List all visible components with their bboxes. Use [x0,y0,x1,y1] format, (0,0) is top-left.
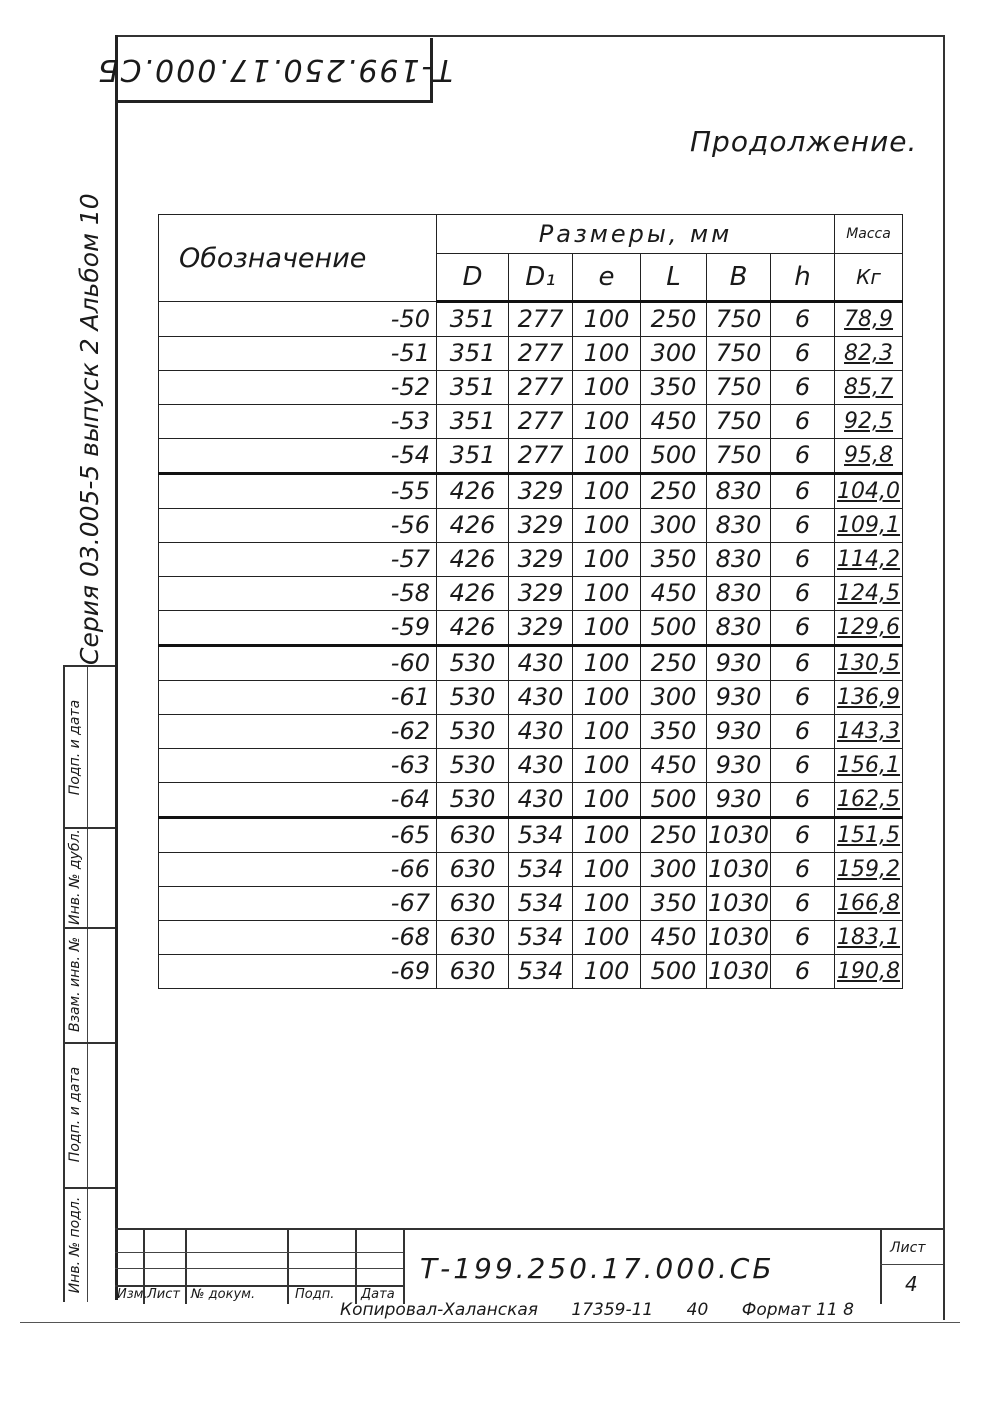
cell-l: 450 [641,749,707,783]
table-row [159,818,903,853]
cell-b: 830 [707,543,771,577]
table-row [159,681,903,715]
cell-mass: 109,1 [835,509,903,543]
cell-d1: 534 [509,853,573,887]
table-row [159,715,903,749]
header-designation: Обозначение [159,215,437,302]
cell-e: 100 [573,371,641,405]
header-col-d1: D₁ [509,254,573,302]
cell-d: 426 [437,509,509,543]
header-sizes-group: Размеры, мм [437,215,835,254]
cell-d1: 430 [509,783,573,818]
cell-name: -64 [159,783,437,818]
cell-b: 750 [707,302,771,337]
table-row [159,405,903,439]
table-row [159,749,903,783]
cell-e: 100 [573,337,641,371]
corner-doc-number-box [95,38,453,103]
cell-name: -52 [159,371,437,405]
cell-d: 630 [437,887,509,921]
cell-l: 500 [641,611,707,646]
cell-b: 1030 [707,818,771,853]
cell-name: -59 [159,611,437,646]
header-mass: Масса [835,215,903,254]
cell-e: 100 [573,921,641,955]
cell-h: 6 [771,405,835,439]
cell-d: 630 [437,955,509,989]
cell-d1: 534 [509,887,573,921]
header-col-l: L [641,254,707,302]
cell-mass: 130,5 [835,646,903,681]
table-row [159,887,903,921]
cell-d1: 277 [509,371,573,405]
table-row [159,474,903,509]
cell-mass: 92,5 [835,405,903,439]
cell-l: 250 [641,474,707,509]
cell-d1: 329 [509,474,573,509]
table-row [159,371,903,405]
continuation-label: Продолжение. [690,125,918,158]
footer-copied: Копировал-Халанская [340,1300,538,1320]
cell-b: 750 [707,337,771,371]
corner-doc-number: Т-199.250.17.000.СБ [95,51,453,87]
cell-e: 100 [573,715,641,749]
cell-d1: 430 [509,646,573,681]
cell-d: 530 [437,715,509,749]
cell-name: -56 [159,509,437,543]
tb-cell [880,1230,882,1304]
cell-b: 830 [707,577,771,611]
cell-name: -61 [159,681,437,715]
cell-l: 350 [641,371,707,405]
tb-sheet-number: 4 [905,1272,918,1296]
stamp-label-podp-data-2: Подп. и дата [67,1066,83,1163]
cell-e: 100 [573,509,641,543]
cell-d1: 329 [509,577,573,611]
cell-mass: 159,2 [835,853,903,887]
tb-doc-code: Т-199.250.17.000.СБ [420,1252,775,1285]
cell-name: -62 [159,715,437,749]
cell-e: 100 [573,611,641,646]
header-col-b: B [707,254,771,302]
cell-h: 6 [771,887,835,921]
table-row [159,853,903,887]
cell-d1: 329 [509,543,573,577]
cell-e: 100 [573,681,641,715]
cell-name: -65 [159,818,437,853]
tb-label-list: Лист [147,1287,180,1302]
tb-label-izm: Изм. [117,1287,148,1302]
cell-e: 100 [573,818,641,853]
cell-h: 6 [771,715,835,749]
stamp-divider [87,667,88,1302]
cell-mass: 104,0 [835,474,903,509]
tb-sheet-label: Лист [890,1240,926,1256]
table-row [159,439,903,474]
cell-l: 250 [641,646,707,681]
cell-e: 100 [573,405,641,439]
cell-name: -55 [159,474,437,509]
cell-b: 930 [707,783,771,818]
table-row [159,509,903,543]
cell-h: 6 [771,681,835,715]
cell-d: 426 [437,611,509,646]
cell-b: 750 [707,405,771,439]
cell-b: 830 [707,474,771,509]
cell-l: 500 [641,783,707,818]
cell-h: 6 [771,302,835,337]
tb-label-sign: Подп. [295,1287,335,1302]
table-row [159,577,903,611]
cell-h: 6 [771,955,835,989]
cell-h: 6 [771,646,835,681]
cell-d1: 430 [509,715,573,749]
cell-h: 6 [771,853,835,887]
cell-d1: 430 [509,749,573,783]
cell-b: 830 [707,509,771,543]
cell-mass: 136,9 [835,681,903,715]
cell-l: 350 [641,887,707,921]
cell-l: 300 [641,853,707,887]
cell-e: 100 [573,646,641,681]
cell-name: -69 [159,955,437,989]
header-col-d: D [437,254,509,302]
cell-d1: 430 [509,681,573,715]
cell-h: 6 [771,509,835,543]
cell-e: 100 [573,474,641,509]
tb-hline [880,1264,943,1265]
cell-e: 100 [573,955,641,989]
tb-label-doc-num: № докум. [191,1287,256,1302]
cell-b: 930 [707,681,771,715]
cell-h: 6 [771,371,835,405]
cell-d: 530 [437,681,509,715]
cell-d1: 329 [509,509,573,543]
cell-b: 750 [707,439,771,474]
cell-b: 1030 [707,921,771,955]
table-row [159,302,903,337]
tb-hline [115,1268,403,1269]
table-row [159,921,903,955]
stamp-line [65,1187,115,1189]
cell-l: 350 [641,543,707,577]
cell-mass: 143,3 [835,715,903,749]
series-label: Серия 03.005-5 выпуск 2 Альбом 10 [75,193,104,665]
cell-b: 1030 [707,955,771,989]
cell-d: 426 [437,577,509,611]
footer [340,1300,882,1320]
footer-format: Формат 11 8 [741,1300,854,1320]
cell-l: 300 [641,337,707,371]
cell-d1: 534 [509,921,573,955]
table-row [159,783,903,818]
table-row [159,611,903,646]
cell-e: 100 [573,853,641,887]
cell-name: -57 [159,543,437,577]
cell-l: 500 [641,955,707,989]
tb-hline [115,1252,403,1253]
cell-name: -51 [159,337,437,371]
cell-h: 6 [771,543,835,577]
cell-mass: 151,5 [835,818,903,853]
cell-h: 6 [771,749,835,783]
stamp-label-vzam-inv: Взам. инв. № [67,936,83,1033]
cell-b: 1030 [707,887,771,921]
header-col-e: e [573,254,641,302]
stamp-label-podp-data: Подп. и дата [67,699,83,796]
cell-mass: 78,9 [835,302,903,337]
cell-mass: 162,5 [835,783,903,818]
footer-num: 40 [686,1300,709,1320]
cell-d1: 534 [509,955,573,989]
dimensions-table [158,214,903,989]
table-row [159,543,903,577]
cell-e: 100 [573,439,641,474]
cell-name: -58 [159,577,437,611]
frame-right-line [943,35,945,1320]
stamp-label-inv-dubl: Инв. № дубл. [67,829,83,925]
cell-b: 930 [707,646,771,681]
cell-h: 6 [771,783,835,818]
left-stamp-column [63,665,115,1302]
cell-d: 351 [437,337,509,371]
header-col-h: h [771,254,835,302]
title-block [115,1228,943,1304]
cell-l: 450 [641,405,707,439]
cell-d: 630 [437,921,509,955]
cell-e: 100 [573,783,641,818]
cell-e: 100 [573,577,641,611]
cell-h: 6 [771,818,835,853]
cell-d1: 277 [509,302,573,337]
cell-mass: 95,8 [835,439,903,474]
cell-b: 750 [707,371,771,405]
tb-label-date: Дата [361,1287,395,1302]
cell-b: 930 [707,749,771,783]
cell-l: 350 [641,715,707,749]
cell-mass: 85,7 [835,371,903,405]
cell-name: -63 [159,749,437,783]
cell-mass: 156,1 [835,749,903,783]
cell-h: 6 [771,921,835,955]
cell-l: 450 [641,921,707,955]
cell-d1: 329 [509,611,573,646]
footer-order: 17359-11 [571,1300,654,1320]
cell-h: 6 [771,439,835,474]
cell-l: 250 [641,818,707,853]
cell-l: 250 [641,302,707,337]
cell-l: 500 [641,439,707,474]
cell-h: 6 [771,611,835,646]
cell-name: -54 [159,439,437,474]
table-row [159,646,903,681]
cell-name: -53 [159,405,437,439]
cell-mass: 183,1 [835,921,903,955]
cell-d: 530 [437,783,509,818]
cell-e: 100 [573,543,641,577]
cell-mass: 190,8 [835,955,903,989]
cell-e: 100 [573,749,641,783]
cell-e: 100 [573,887,641,921]
table-row [159,955,903,989]
cell-d: 630 [437,818,509,853]
cell-name: -66 [159,853,437,887]
cell-d: 630 [437,853,509,887]
cell-e: 100 [573,302,641,337]
cell-b: 830 [707,611,771,646]
frame-bottom-line [20,1322,960,1323]
cell-d1: 277 [509,439,573,474]
cell-d1: 534 [509,818,573,853]
cell-mass: 166,8 [835,887,903,921]
cell-d: 351 [437,371,509,405]
cell-l: 300 [641,509,707,543]
stamp-label-inv-podl: Инв. № подл. [67,1196,83,1294]
header-mass-unit: Кг [835,254,903,302]
cell-h: 6 [771,337,835,371]
cell-mass: 82,3 [835,337,903,371]
cell-name: -60 [159,646,437,681]
cell-h: 6 [771,577,835,611]
frame-left-line [115,35,118,1300]
cell-d: 351 [437,439,509,474]
cell-name: -67 [159,887,437,921]
cell-b: 930 [707,715,771,749]
cell-d: 351 [437,405,509,439]
cell-d1: 277 [509,405,573,439]
table-row [159,337,903,371]
cell-mass: 124,5 [835,577,903,611]
frame-top-line [115,35,945,37]
cell-name: -50 [159,302,437,337]
cell-d: 351 [437,302,509,337]
cell-name: -68 [159,921,437,955]
cell-b: 1030 [707,853,771,887]
cell-h: 6 [771,474,835,509]
cell-d1: 277 [509,337,573,371]
cell-l: 450 [641,577,707,611]
cell-l: 300 [641,681,707,715]
cell-d: 530 [437,749,509,783]
cell-d: 426 [437,474,509,509]
cell-d: 530 [437,646,509,681]
cell-d: 426 [437,543,509,577]
cell-mass: 129,6 [835,611,903,646]
cell-mass: 114,2 [835,543,903,577]
